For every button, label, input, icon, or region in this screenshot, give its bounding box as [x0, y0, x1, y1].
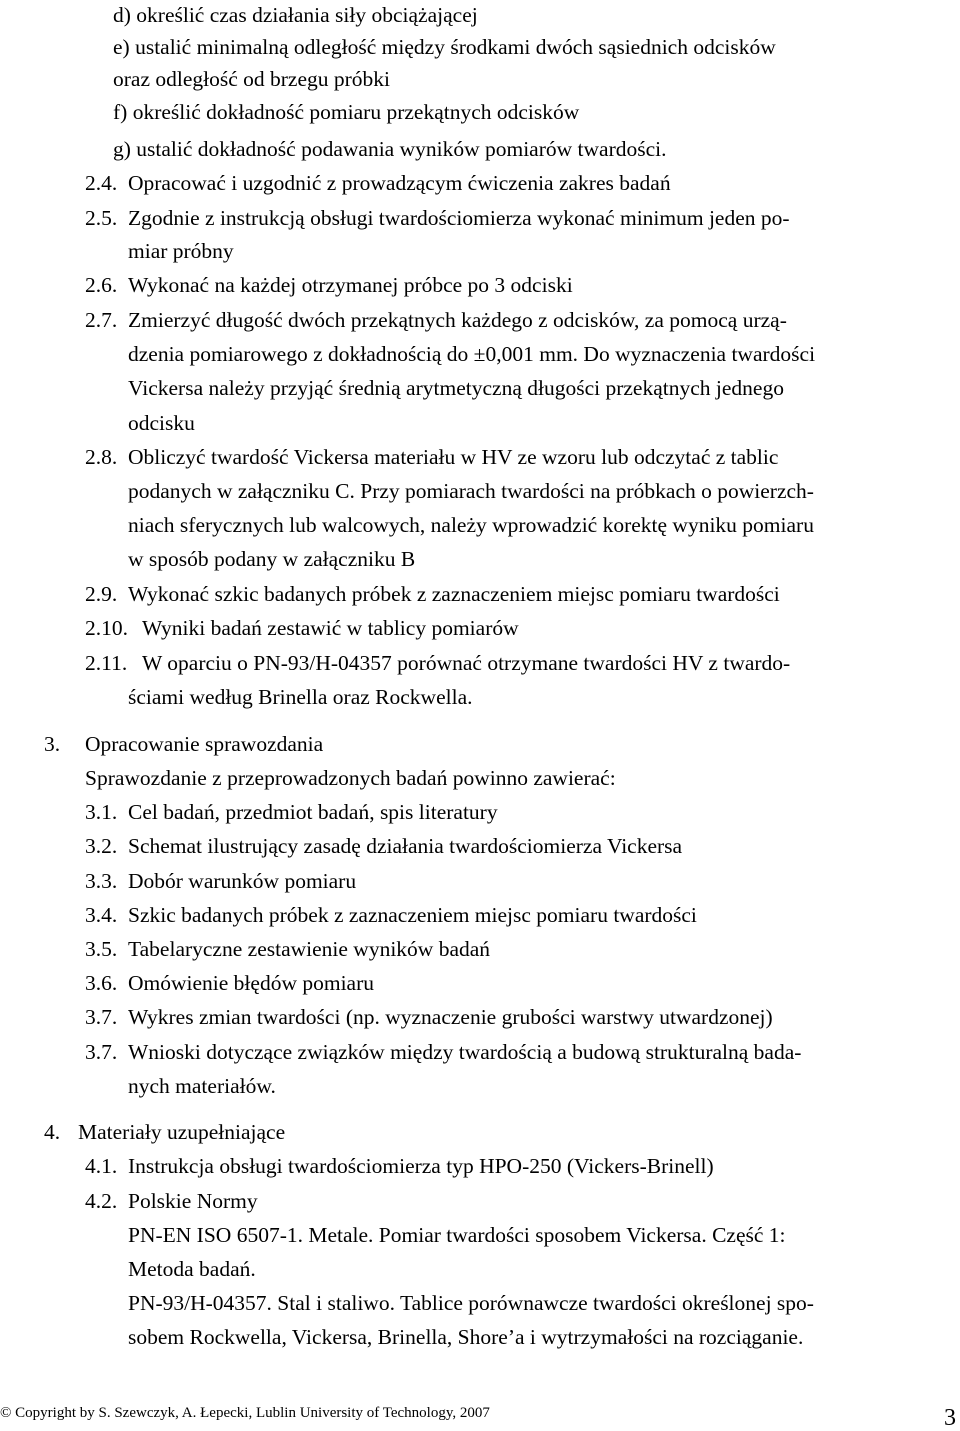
section-3-intro: Sprawozdanie z przeprowadzonych badań powinno zawierać: — [85, 766, 616, 790]
item-2-9-line: Wykonać szkic badanych próbek z zaznaczeniem miejsc pomiaru twardości — [128, 582, 780, 606]
item-3-6-line: Omówienie błędów pomiaru — [128, 971, 375, 995]
item-number: 3.7. — [85, 1040, 118, 1064]
item-2-8-line: w sposób podany w załączniku B — [128, 547, 416, 571]
item-number: 3.6. — [85, 971, 118, 995]
section-3-title: Opracowanie sprawozdania — [85, 732, 324, 756]
item-number: 2.7. — [85, 308, 118, 332]
item-number: 3.4. — [85, 903, 118, 927]
item-2-11-line: W oparciu o PN-93/H-04357 porównać otrzymane twardości HV z twardo- — [142, 651, 791, 675]
item-number: 2.8. — [85, 445, 118, 469]
item-3-5-line: Tabelaryczne zestawienie wyników badań — [128, 937, 491, 961]
item-2-4-line: Opracować i uzgodnić z prowadzącym ćwiczenia zakres badań — [128, 171, 671, 195]
item-4-2-line: Polskie Normy — [128, 1189, 258, 1213]
item-number: 2.6. — [85, 273, 118, 297]
item-number: 2.11. — [85, 651, 128, 675]
item-number: 3.3. — [85, 869, 118, 893]
item-2-5-line: miar próbny — [128, 239, 234, 263]
item-2-7-line: dzenia pomiarowego z dokładnością do ±0,001 mm. Do wyznaczenia twardości — [128, 342, 816, 366]
intro-item-e: e) ustalić minimalną odległość między środkami dwóch sąsiednich odcisków — [113, 35, 776, 59]
footer-copyright-text: Copyright by S. Szewczyk, A. Łepecki, Lublin University of Technology, 2007 — [15, 1405, 490, 1421]
section-3-number: 3. — [44, 732, 61, 756]
item-number: 4.2. — [85, 1189, 118, 1213]
item-4-2-line: sobem Rockwella, Vickersa, Brinella, Shore’a i wytrzymałości na rozciąganie. — [128, 1325, 804, 1349]
copyright-icon: © — [0, 1405, 12, 1421]
item-number: 2.4. — [85, 171, 118, 195]
item-2-10-line: Wyniki badań zestawić w tablicy pomiarów — [142, 616, 519, 640]
item-2-8-line: podanych w załączniku C. Przy pomiarach twardości na próbkach o powierzch- — [128, 479, 814, 503]
item-2-8-line: Obliczyć twardość Vickersa materiału w HV ze wzoru lub odczytać z tablic — [128, 445, 779, 469]
item-number: 3.7. — [85, 1005, 118, 1029]
item-3-8-line: nych materiałów. — [128, 1074, 276, 1098]
item-2-6-line: Wykonać na każdej otrzymanej próbce po 3 odciski — [128, 273, 573, 297]
item-4-1-line: Instrukcja obsługi twardościomierza typ HPO-250 (Vickers-Brinell) — [128, 1154, 714, 1178]
item-2-5-line: Zgodnie z instrukcją obsługi twardościomierza wykonać minimum jeden po- — [128, 206, 790, 230]
item-3-2-line: Schemat ilustrujący zasadę działania twardościomierza Vickersa — [128, 834, 683, 858]
intro-item-f: f) określić dokładność pomiaru przekątnych odcisków — [113, 100, 580, 124]
item-number: 3.2. — [85, 834, 118, 858]
item-number: 4.1. — [85, 1154, 118, 1178]
item-3-3-line: Dobór warunków pomiaru — [128, 869, 357, 893]
item-2-7-line: odcisku — [128, 411, 195, 435]
item-4-2-line: PN-93/H-04357. Stal i staliwo. Tablice porównawcze twardości określonej spo- — [128, 1291, 814, 1315]
item-2-8-line: niach sferycznych lub walcowych, należy wprowadzić korektę wyniku pomiaru — [128, 513, 814, 537]
item-number: 3.1. — [85, 800, 118, 824]
item-2-11-line: ściami według Brinella oraz Rockwella. — [128, 685, 473, 709]
intro-item-g: g) ustalić dokładność podawania wyników pomiarów twardości. — [113, 137, 667, 161]
item-3-7-line: Wykres zmian twardości (np. wyznaczenie grubości warstwy utwardzonej) — [128, 1005, 773, 1029]
intro-item-e-cont: oraz odległość od brzegu próbki — [113, 67, 391, 91]
item-4-2-line: PN-EN ISO 6507-1. Metale. Pomiar twardości sposobem Vickersa. Część 1: — [128, 1223, 786, 1247]
item-4-2-line: Metoda badań. — [128, 1257, 256, 1281]
item-3-8-line: Wnioski dotyczące związków między twardością a budową strukturalną bada- — [128, 1040, 802, 1064]
item-3-4-line: Szkic badanych próbek z zaznaczeniem miejsc pomiaru twardości — [128, 903, 697, 927]
page-number: 3 — [944, 1405, 956, 1431]
section-4-number: 4. — [44, 1120, 61, 1144]
item-number: 2.5. — [85, 206, 118, 230]
item-number: 2.10. — [85, 616, 128, 640]
item-2-7-line: Zmierzyć długość dwóch przekątnych każdego z odcisków, za pomocą urzą- — [128, 308, 787, 332]
item-2-7-line: Vickersa należy przyjąć średnią arytmetyczną długości przekątnych jednego — [128, 376, 784, 400]
item-number: 2.9. — [85, 582, 118, 606]
footer-copyright — [0, 1404, 490, 1422]
intro-item-d: d) określić czas działania siły obciążającej — [113, 3, 478, 27]
item-number: 3.5. — [85, 937, 118, 961]
section-4-title: Materiały uzupełniające — [78, 1120, 286, 1144]
item-3-1-line: Cel badań, przedmiot badań, spis literatury — [128, 800, 498, 824]
